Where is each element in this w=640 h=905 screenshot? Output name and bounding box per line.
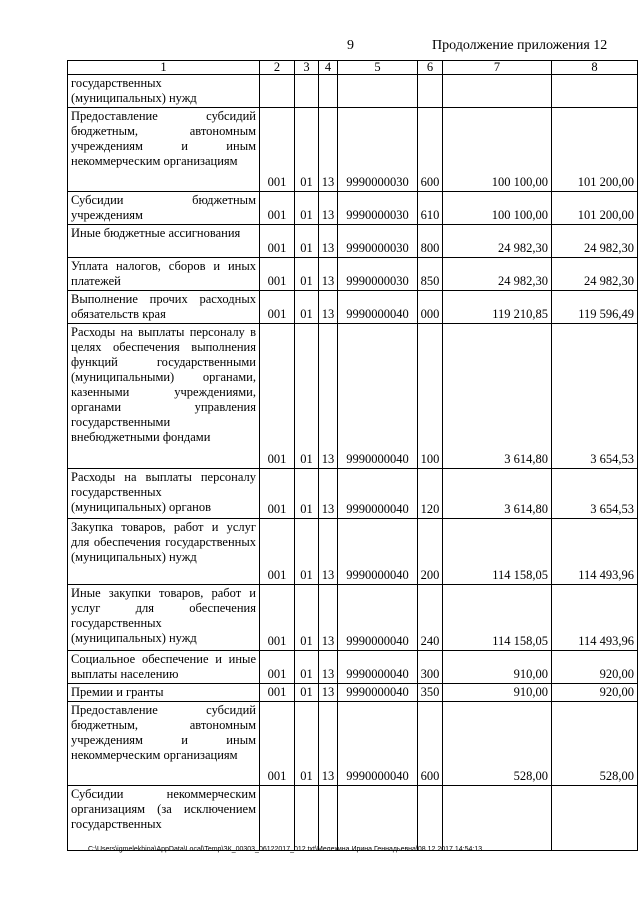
cell-admin [260, 786, 295, 851]
cell-subsection [319, 786, 338, 851]
table-row [68, 469, 638, 519]
cell-expense-type: 100 [418, 324, 443, 469]
row-name: Социальное обеспечение и иные выплаты населению [68, 651, 260, 684]
cell-expense-type [418, 75, 443, 108]
cell-section: 01 [295, 519, 319, 585]
column-header: 2 [260, 61, 295, 75]
cell-admin: 001 [260, 585, 295, 651]
cell-subsection: 13 [319, 108, 338, 192]
cell-expense-type: 300 [418, 651, 443, 684]
cell-admin: 001 [260, 469, 295, 519]
cell-amount-1 [443, 75, 552, 108]
row-name: Субсидии некоммерческим организациям (за исключением государственных [68, 786, 260, 851]
cell-amount-1 [443, 786, 552, 851]
row-name: Расходы на выплаты персоналу государственных (муниципальных) органов [68, 469, 260, 519]
continuation-caption: Продолжение приложения 12 [432, 38, 608, 53]
table-row [68, 651, 638, 684]
cell-amount-2: 101 200,00 [552, 108, 638, 192]
cell-target: 9990000040 [338, 684, 418, 702]
row-name: Предоставление субсидий бюджетным, автономным учреждениям и иным некоммерческим организациям [68, 702, 260, 786]
cell-admin: 001 [260, 519, 295, 585]
table-row [68, 258, 638, 291]
cell-section: 01 [295, 108, 319, 192]
cell-section: 01 [295, 225, 319, 258]
row-name: Субсидии бюджетным учреждениям [68, 192, 260, 225]
cell-admin: 001 [260, 684, 295, 702]
cell-subsection: 13 [319, 651, 338, 684]
file-path-footer: C:\Users\igmelekhina\AppData\Local\Temp\ЗК_00303_06122017_012.txt\Мелехина Ирина Геннадьевна\08.12.2017 14:54:13 [88, 846, 483, 853]
cell-admin: 001 [260, 651, 295, 684]
cell-amount-1: 100 100,00 [443, 108, 552, 192]
cell-subsection [319, 75, 338, 108]
cell-amount-1: 114 158,05 [443, 585, 552, 651]
cell-expense-type: 350 [418, 684, 443, 702]
cell-expense-type [418, 786, 443, 851]
cell-amount-1: 24 982,30 [443, 225, 552, 258]
cell-target: 9990000040 [338, 702, 418, 786]
cell-target [338, 75, 418, 108]
cell-amount-1: 910,00 [443, 651, 552, 684]
cell-amount-2: 3 654,53 [552, 324, 638, 469]
cell-target: 9990000040 [338, 324, 418, 469]
cell-admin: 001 [260, 192, 295, 225]
cell-expense-type: 600 [418, 702, 443, 786]
cell-admin: 001 [260, 702, 295, 786]
cell-admin [260, 75, 295, 108]
column-header: 8 [552, 61, 638, 75]
row-name: Иные бюджетные ассигнования [68, 225, 260, 258]
cell-admin: 001 [260, 108, 295, 192]
cell-section: 01 [295, 702, 319, 786]
row-name: Закупка товаров, работ и услуг для обеспечения государственных (муниципальных) нужд [68, 519, 260, 585]
row-name: Премии и гранты [68, 684, 260, 702]
cell-target: 9990000040 [338, 519, 418, 585]
table-row [68, 225, 638, 258]
cell-subsection: 13 [319, 469, 338, 519]
cell-amount-2: 3 654,53 [552, 469, 638, 519]
row-name: государственных (муниципальных) нужд [68, 75, 260, 108]
cell-amount-2: 119 596,49 [552, 291, 638, 324]
cell-target: 9990000040 [338, 469, 418, 519]
cell-target: 9990000040 [338, 585, 418, 651]
cell-target: 9990000040 [338, 651, 418, 684]
cell-target [338, 786, 418, 851]
cell-amount-2: 24 982,30 [552, 258, 638, 291]
cell-section: 01 [295, 192, 319, 225]
row-name: Выполнение прочих расходных обязательств края [68, 291, 260, 324]
cell-target: 9990000030 [338, 108, 418, 192]
cell-admin: 001 [260, 258, 295, 291]
cell-amount-2: 114 493,96 [552, 585, 638, 651]
column-header: 4 [319, 61, 338, 75]
cell-amount-1: 910,00 [443, 684, 552, 702]
cell-target: 9990000030 [338, 192, 418, 225]
cell-amount-1: 24 982,30 [443, 258, 552, 291]
cell-amount-1: 3 614,80 [443, 324, 552, 469]
cell-section: 01 [295, 585, 319, 651]
cell-expense-type: 600 [418, 108, 443, 192]
cell-subsection: 13 [319, 291, 338, 324]
cell-subsection: 13 [319, 225, 338, 258]
column-header: 6 [418, 61, 443, 75]
row-name: Уплата налогов, сборов и иных платежей [68, 258, 260, 291]
table-row [68, 75, 638, 108]
cell-subsection: 13 [319, 192, 338, 225]
cell-section [295, 75, 319, 108]
cell-amount-2: 920,00 [552, 651, 638, 684]
cell-section: 01 [295, 291, 319, 324]
cell-section: 01 [295, 258, 319, 291]
cell-subsection: 13 [319, 258, 338, 291]
cell-expense-type: 240 [418, 585, 443, 651]
cell-section [295, 786, 319, 851]
cell-amount-2 [552, 786, 638, 851]
row-name: Предоставление субсидий бюджетным, автономным учреждениям и иным некоммерческим организациям [68, 108, 260, 192]
cell-section: 01 [295, 324, 319, 469]
cell-target: 9990000030 [338, 225, 418, 258]
page-number: 9 [347, 38, 354, 53]
cell-amount-2: 920,00 [552, 684, 638, 702]
cell-expense-type: 000 [418, 291, 443, 324]
row-name: Иные закупки товаров, работ и услуг для обеспечения государственных (муниципальных) нужд [68, 585, 260, 651]
table-header-row [68, 61, 638, 75]
cell-amount-2: 101 200,00 [552, 192, 638, 225]
budget-table [67, 60, 638, 851]
cell-admin: 001 [260, 225, 295, 258]
cell-expense-type: 200 [418, 519, 443, 585]
cell-subsection: 13 [319, 324, 338, 469]
cell-subsection: 13 [319, 702, 338, 786]
cell-amount-2: 24 982,30 [552, 225, 638, 258]
cell-section: 01 [295, 651, 319, 684]
cell-amount-2: 528,00 [552, 702, 638, 786]
cell-subsection: 13 [319, 519, 338, 585]
table-row [68, 585, 638, 651]
cell-section: 01 [295, 469, 319, 519]
cell-expense-type: 610 [418, 192, 443, 225]
cell-expense-type: 120 [418, 469, 443, 519]
column-header: 7 [443, 61, 552, 75]
cell-amount-2 [552, 75, 638, 108]
cell-amount-1: 114 158,05 [443, 519, 552, 585]
table-row [68, 684, 638, 702]
cell-target: 9990000030 [338, 258, 418, 291]
row-name: Расходы на выплаты персоналу в целях обеспечения выполнения функций государственными (муниципальными) органами, казенными учреждениями, органами управления государственными внебюджетными фондами [68, 324, 260, 469]
cell-amount-1: 3 614,80 [443, 469, 552, 519]
cell-amount-2: 114 493,96 [552, 519, 638, 585]
cell-section: 01 [295, 684, 319, 702]
table-row [68, 324, 638, 469]
cell-target: 9990000040 [338, 291, 418, 324]
table-row [68, 192, 638, 225]
cell-amount-1: 119 210,85 [443, 291, 552, 324]
table-row [68, 702, 638, 786]
table-row [68, 519, 638, 585]
cell-admin: 001 [260, 291, 295, 324]
table-row [68, 108, 638, 192]
cell-subsection: 13 [319, 585, 338, 651]
column-header: 1 [68, 61, 260, 75]
table-row [68, 786, 638, 851]
cell-amount-1: 100 100,00 [443, 192, 552, 225]
cell-subsection: 13 [319, 684, 338, 702]
column-header: 5 [338, 61, 418, 75]
column-header: 3 [295, 61, 319, 75]
cell-amount-1: 528,00 [443, 702, 552, 786]
cell-admin: 001 [260, 324, 295, 469]
cell-expense-type: 850 [418, 258, 443, 291]
table-row [68, 291, 638, 324]
cell-expense-type: 800 [418, 225, 443, 258]
